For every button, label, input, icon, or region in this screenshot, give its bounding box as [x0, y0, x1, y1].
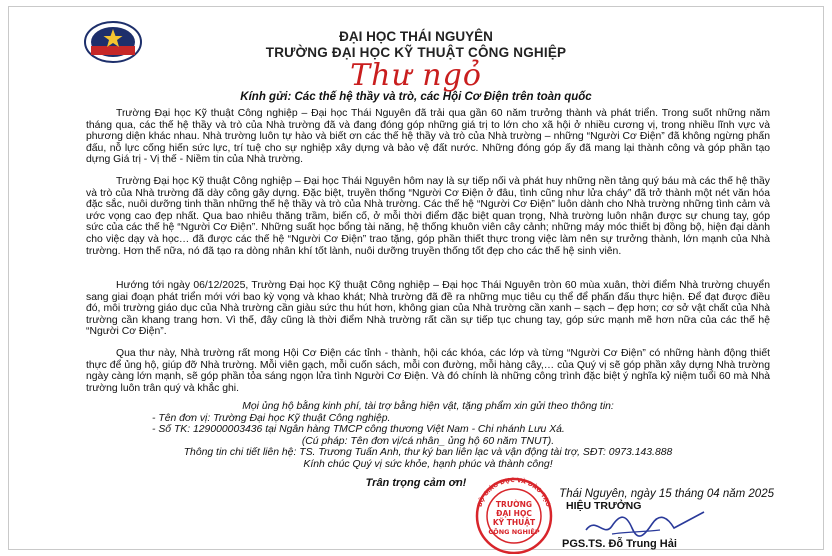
thanks-line: Trân trọng cảm ơn!	[365, 477, 467, 489]
seal-ring-text: BỘ GIÁO DỤC VÀ ĐÀO TẠO	[476, 476, 552, 508]
transfer-syntax: (Cú pháp: Tên đơn vị/cá nhân_ ủng hộ 60 năm TNUT).	[301, 435, 555, 447]
paragraph-2: Trường Đại học Kỹ thuật Công nghiệp – Đại học Thái Nguyên hôm nay là sự tiếp nối và phát huy những nền tảng quý báu mà các thế hệ thầy và trò của Nhà trường đã dày công gây dựng. Đặc biệt, truyền thống “Người Cơ Điện ở đâu, tình cũng như lửa cháy” đã trở thành một nét văn hóa đặc sắc, nuôi dưỡng tinh thần những thế hệ thầy và trò của Nhà trường. Các thế hệ “Người Cơ Điện” luôn dành cho Nhà trường những tình cảm và ước vọng cao đẹp nhất. Qua bao nhiêu thăng trầm, biến cố, ở mỗi thời điểm đặc biệt quan trọng, Nhà trường luôn nhận được sự chung tay, góp sức của các thế hệ “Người Cơ Điện”. Những suất học bổng tài năng, hệ thống khuôn viên cây cảnh; những máy móc thiết bị đồng bộ, hiện đại dành cho việc dạy và học… đã được các thế hệ “Người Cơ Điện” trao tặng, góp phần thiết thực trong việc làm nên sự trưởng thành, lớn mạnh của Nhà trường. Hơn thế nữa, nó đã tạo ra dòng nhân khí tốt lành, nuôi dưỡng truyền thống tốt đẹp cho các thế hệ sinh viên.	[86, 176, 770, 257]
greeting: Kính gửi: Các thế hệ thầy và trò, các Hội Cơ Điện trên toàn quốc	[240, 91, 592, 103]
letter-title: Thư ngỏ	[350, 58, 482, 93]
seal-line-2: ĐẠI HỌC	[496, 509, 532, 518]
support-info	[86, 401, 770, 471]
paragraph-4: Qua thư này, Nhà trường rất mong Hội Cơ Điện các tỉnh - thành, hội các khóa, các lớp và từng “Người Cơ Điện” có những hành động thiết thực để ủng hộ, giúp đỡ Nhà trường. Mỗi viên gạch, mỗi cuốn sách, mỗi con đường, mỗi hàng cây,… của Quý vị sẽ góp phần xây dựng Nhà trường ngày càng lớn mạnh, sẽ góp phần tỏa sáng ngọn lửa tình Người Cơ Điện. Và đó chính là những công trình đặc biệt ý nghĩa kỷ niệm tuổi 60 mà Nhà trường luôn trân quý và khắc ghi.	[86, 348, 770, 394]
wishes: Kính chúc Quý vị sức khỏe, hạnh phúc và thành công!	[303, 458, 553, 470]
official-seal	[468, 474, 560, 554]
paragraph-1: Trường Đại học Kỹ thuật Công nghiệp – Đại học Thái Nguyên đã trải qua gần 60 năm trưởng thành và phát triển. Trong suốt những năm tháng qua, các thế hệ thầy và trò của Nhà trường đã và đang đóng góp những giá trị to lớn cho xã hội ở nhiều cương vị, trong nhiều lĩnh vực và phương diện khác nhau. Nhà trường luôn tự hào và biết ơn các thế hệ thầy và trò của Nhà trường – những “Người Cơ Điện” đã không ngừng phấn đấu, nỗ lực cống hiến sức lực, trí tuệ cho sự nghiệp xây dựng và bảo vệ đất nước. Những đóng góp ấy đã mang lại thành công và góp phần tạo dựng Giá trị - Vị thế - Niềm tin của Nhà trường.	[86, 108, 770, 166]
signature-image	[582, 508, 710, 542]
signer-role: HIỆU TRƯỞNG	[566, 500, 642, 512]
seal-line-3: KỸ THUẬT	[492, 518, 536, 527]
seal-line-4: CÔNG NGHIỆP	[488, 528, 540, 536]
date-line: Thái Nguyên, ngày 15 tháng 04 năm 2025	[559, 488, 774, 500]
contact-info: Thông tin chi tiết liên hệ: TS. Trương Tuấn Anh, thư ký ban liên lạc và vận động tài trợ, SĐT: 0973.143.888	[183, 447, 673, 459]
account-number: - Số TK: 129000003436 tại Ngân hàng TMCP công thương Việt Nam - Chi nhánh Lưu Xá.	[152, 424, 565, 436]
paragraph-3: Hướng tới ngày 06/12/2025, Trường Đại học Kỹ thuật Công nghiệp – Đại học Thái Nguyên tròn 60 mùa xuân, thời điểm Nhà trường chuyển sang giai đoạn phát triển mới với bao kỳ vọng và khao khát; Nhà trường đã đề ra những mục tiêu cụ thể để phấn đấu thực hiện. Để đạt được điều đó, môi trường giáo dục của Nhà trường cần giàu sức thu hút hơn, không gian của Nhà trường cần xanh – sạch – đẹp hơn; cơ sở vật chất của Nhà trường cần khang trang hơn. Vì thế, đây cũng là thời điểm Nhà trường rất cần sự tiếp tục chung tay, góp sức mạnh mẽ hơn nữa của các thế hệ “Người Cơ Điện”.	[86, 280, 770, 338]
org-line-2: TRƯỜNG ĐẠI HỌC KỸ THUẬT CÔNG NGHIỆP	[265, 45, 567, 60]
account-name: - Tên đơn vị: Trường Đại học Kỹ thuật Công nghiệp.	[152, 412, 391, 424]
seal-line-1: TRƯỜNG	[495, 500, 533, 509]
signer-name: PGS.TS. Đỗ Trung Hải	[562, 538, 677, 550]
org-line-1: ĐẠI HỌC THÁI NGUYÊN	[339, 29, 493, 44]
support-intro: Mọi ủng hộ bằng kinh phí, tài trợ bằng hiện vật, tặng phẩm xin gửi theo thông tin:	[242, 401, 614, 412]
